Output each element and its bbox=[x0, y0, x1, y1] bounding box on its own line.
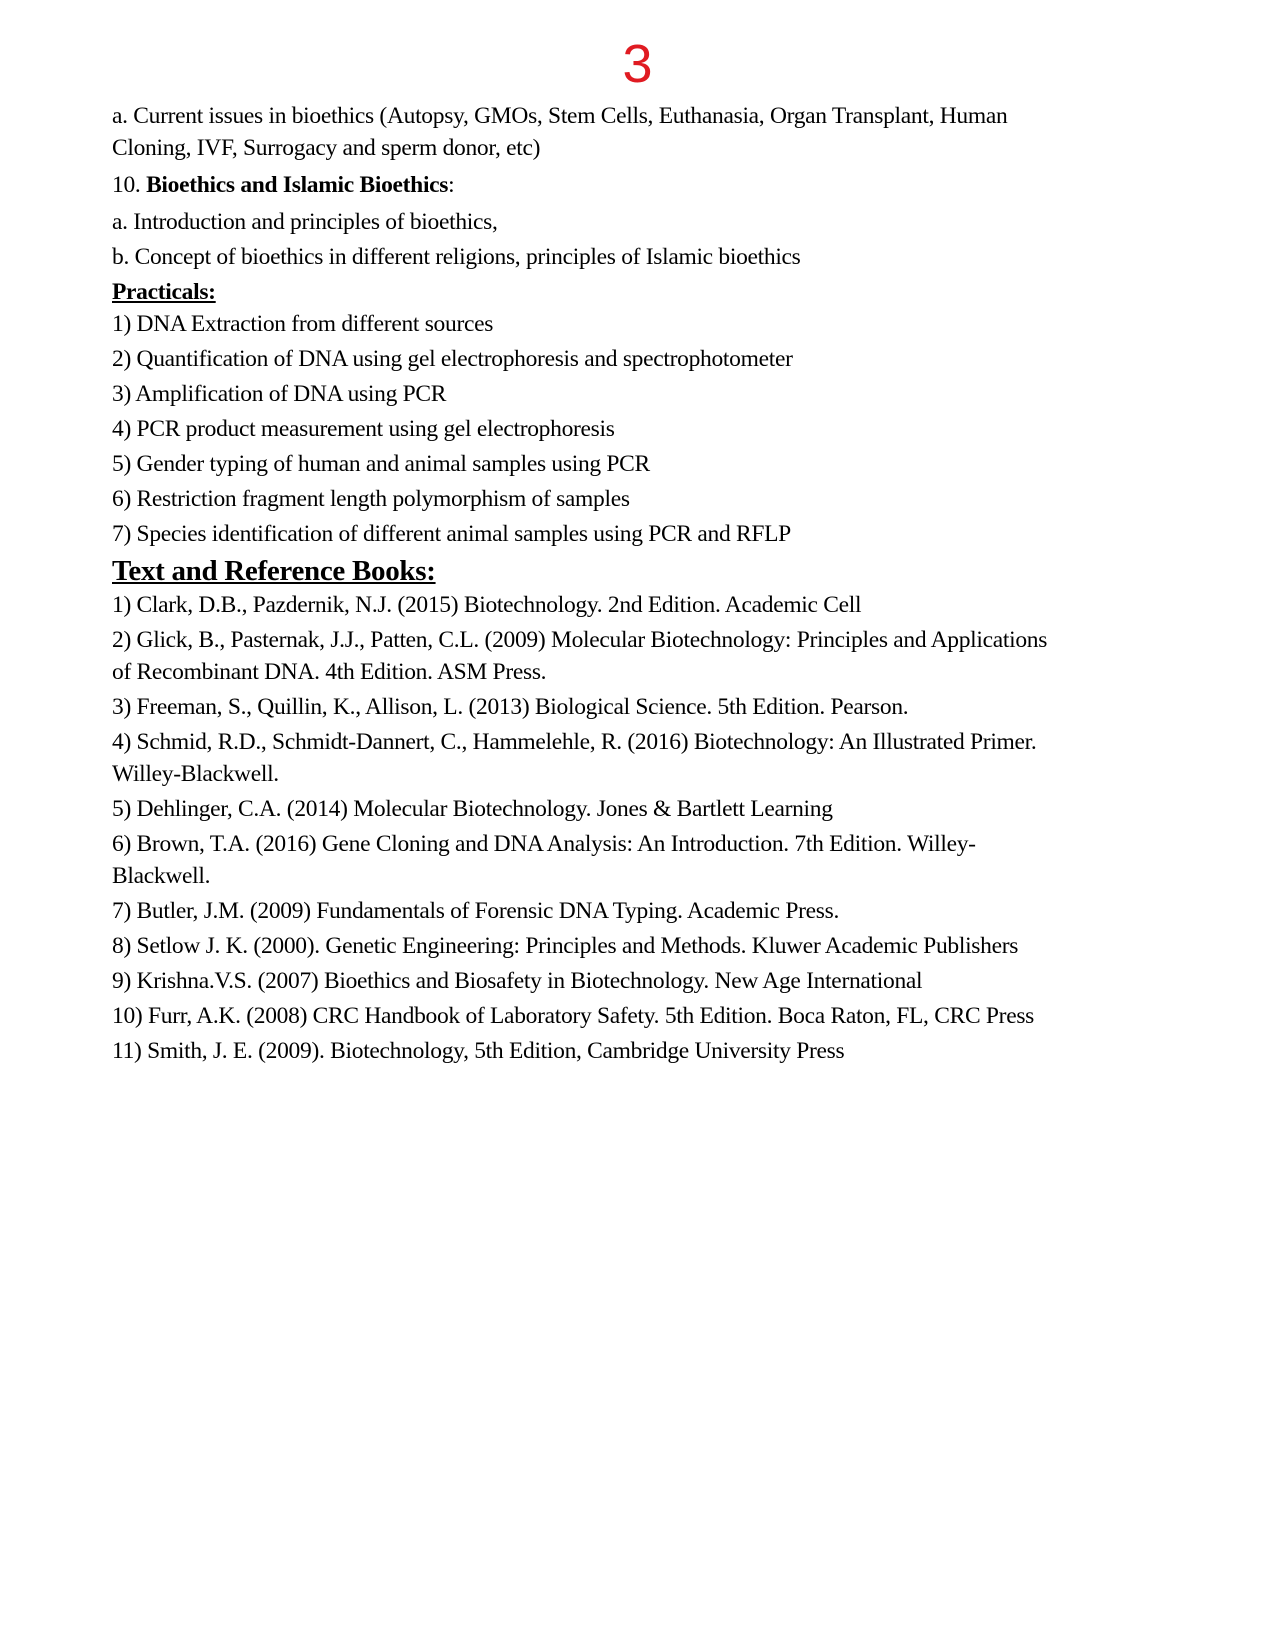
reference-line: 4) Schmid, R.D., Schmidt-Dannert, C., Hammelehle, R. (2016) Biotechnology: An Illustrated Primer. bbox=[112, 729, 1037, 755]
practical-item: 7) Species identification of different animal samples using PCR and RFLP bbox=[112, 521, 791, 547]
section-number: 10. bbox=[112, 172, 147, 198]
practicals-heading: Practicals: bbox=[112, 279, 216, 305]
section-title: Bioethics and Islamic Bioethics bbox=[146, 172, 449, 198]
section-heading bbox=[112, 167, 1162, 203]
practical-item: 2) Quantification of DNA using gel electrophoresis and spectrophotometer bbox=[112, 346, 793, 372]
practicals-list bbox=[112, 308, 1162, 550]
reference-item bbox=[112, 828, 1162, 892]
reference-item bbox=[112, 930, 1162, 962]
reference-item bbox=[112, 624, 1162, 688]
reference-line: 10) Furr, A.K. (2008) CRC Handbook of Laboratory Safety. 5th Edition. Boca Raton, FL, CRC Press bbox=[112, 1003, 1035, 1029]
practical-item: 1) DNA Extraction from different sources bbox=[112, 311, 494, 337]
reference-item bbox=[112, 965, 1162, 997]
practical-item: 4) PCR product measurement using gel electrophoresis bbox=[112, 416, 615, 442]
practical-item: 3) Amplification of DNA using PCR bbox=[112, 381, 447, 407]
reference-line: of Recombinant DNA. 4th Edition. ASM Press. bbox=[112, 659, 547, 685]
reference-line: 6) Brown, T.A. (2016) Gene Cloning and DNA Analysis: An Introduction. 7th Edition. Willey- bbox=[112, 831, 976, 857]
reference-line: 7) Butler, J.M. (2009) Fundamentals of Forensic DNA Typing. Academic Press. bbox=[112, 898, 840, 924]
reference-line: Blackwell. bbox=[112, 863, 211, 889]
intro-line: Cloning, IVF, Surrogacy and sperm donor, etc) bbox=[112, 135, 541, 161]
section-item: a. Introduction and principles of bioethics, bbox=[112, 209, 498, 235]
reference-item bbox=[112, 793, 1162, 825]
reference-item bbox=[112, 726, 1162, 790]
reference-line: 3) Freeman, S., Quillin, K., Allison, L. (2013) Biological Science. 5th Edition. Pearson. bbox=[112, 694, 909, 720]
reference-item bbox=[112, 1035, 1162, 1067]
page-number: 3 bbox=[622, 34, 653, 94]
page-content bbox=[112, 100, 1162, 1070]
reference-item bbox=[112, 1000, 1162, 1032]
reference-line: 1) Clark, D.B., Pazdernik, N.J. (2015) Biotechnology. 2nd Edition. Academic Cell bbox=[112, 592, 862, 618]
section-suffix: : bbox=[448, 172, 455, 198]
reference-line: 9) Krishna.V.S. (2007) Bioethics and Biosafety in Biotechnology. New Age International bbox=[112, 968, 923, 994]
section-item: b. Concept of bioethics in different religions, principles of Islamic bioethics bbox=[112, 244, 801, 270]
practical-item: 5) Gender typing of human and animal samples using PCR bbox=[112, 451, 650, 477]
reference-line: 2) Glick, B., Pasternak, J.J., Patten, C.L. (2009) Molecular Biotechnology: Principles and Applications bbox=[112, 627, 1048, 653]
reference-item bbox=[112, 691, 1162, 723]
reference-line: 11) Smith, J. E. (2009). Biotechnology, 5th Edition, Cambridge University Press bbox=[112, 1038, 845, 1064]
intro-item bbox=[112, 100, 1162, 164]
practical-item: 6) Restriction fragment length polymorphism of samples bbox=[112, 486, 630, 512]
reference-item bbox=[112, 895, 1162, 927]
references-heading: Text and Reference Books: bbox=[112, 555, 436, 587]
reference-line: Willey-Blackwell. bbox=[112, 761, 279, 787]
intro-line: a. Current issues in bioethics (Autopsy, GMOs, Stem Cells, Euthanasia, Organ Transplant, Human bbox=[112, 103, 1008, 129]
reference-line: 5) Dehlinger, C.A. (2014) Molecular Biotechnology. Jones & Bartlett Learning bbox=[112, 796, 833, 822]
reference-item bbox=[112, 589, 1162, 621]
reference-line: 8) Setlow J. K. (2000). Genetic Engineering: Principles and Methods. Kluwer Academic Publishers bbox=[112, 933, 1019, 959]
references-list bbox=[112, 589, 1162, 1067]
